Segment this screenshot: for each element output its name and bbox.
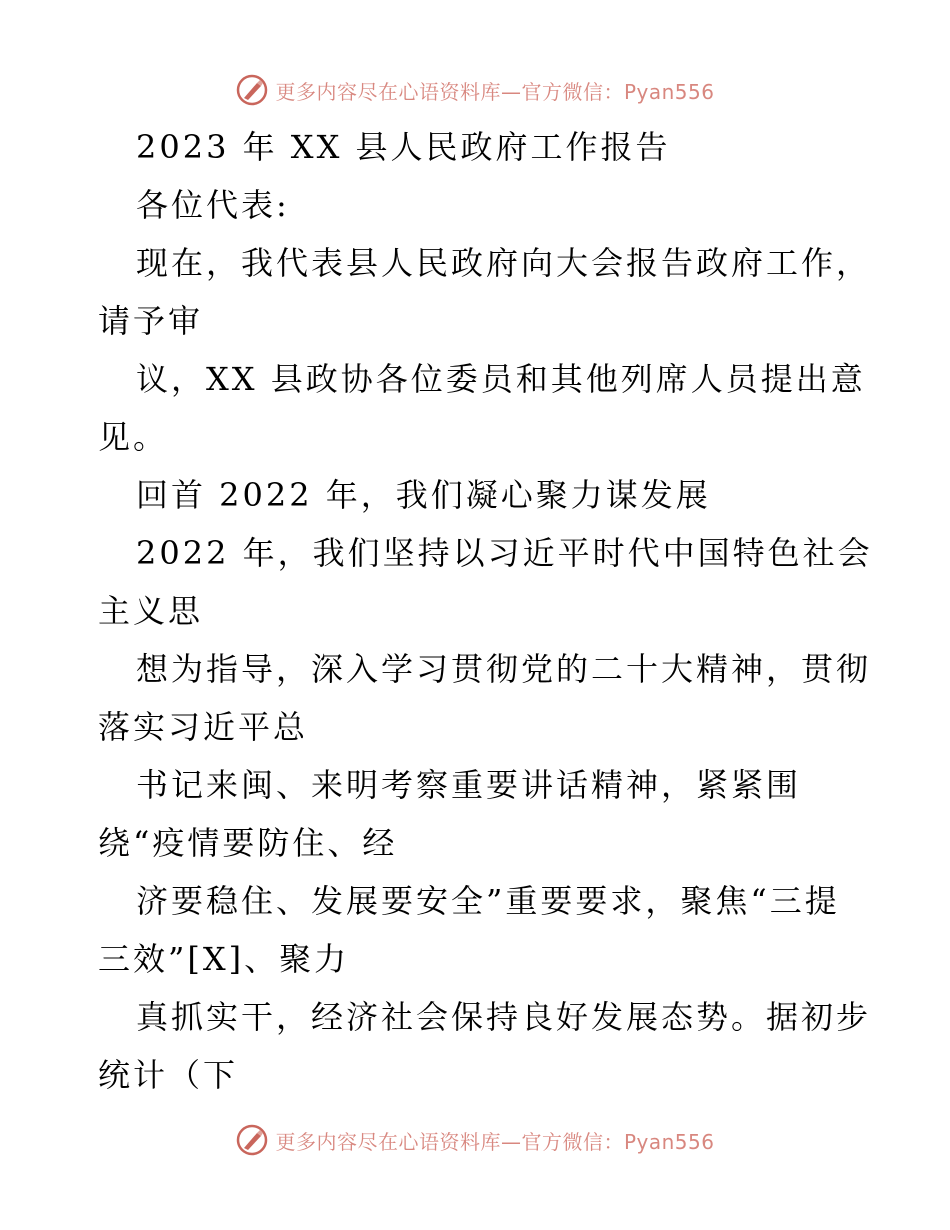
doc-line: 各位代表: — [136, 186, 290, 224]
doc-line: 统计（下 — [98, 1056, 239, 1094]
watermark-text: 更多内容尽在心语资料库—官方微信：Pyan556 — [275, 79, 715, 104]
doc-line: 落实习近平总 — [98, 708, 309, 746]
doc-line: 议，XX 县政协各位委员和其他列席人员提出意 — [136, 360, 866, 398]
doc-line: 2022 年，我们坚持以习近平时代中国特色社会 — [136, 534, 873, 572]
pen-logo-icon — [235, 1123, 269, 1157]
doc-line: 想为指导，深入学习贯彻党的二十大精神，贯彻 — [136, 650, 872, 688]
footer-watermark — [0, 1120, 950, 1160]
doc-line: 绕“疫情要防住、经 — [98, 824, 398, 862]
doc-line: 见。 — [98, 418, 169, 456]
doc-line: 主义思 — [98, 592, 204, 630]
document-body — [98, 118, 878, 1104]
pen-logo-icon — [235, 73, 269, 107]
doc-line: 回首 2022 年，我们凝心聚力谋发展 — [136, 476, 711, 514]
doc-line: 济要稳住、发展要安全”重要要求，聚焦“三提 — [136, 882, 840, 920]
doc-line: 请予审 — [98, 302, 204, 340]
doc-line: 书记来闽、来明考察重要讲话精神，紧紧围 — [136, 766, 802, 804]
doc-line: 真抓实干，经济社会保持良好发展态势。据初步 — [136, 998, 872, 1036]
doc-line: 三效”[X]、聚力 — [98, 940, 350, 978]
watermark-text: 更多内容尽在心语资料库—官方微信：Pyan556 — [275, 1129, 715, 1154]
doc-line: 现在，我代表县人民政府向大会报告政府工作， — [136, 244, 872, 282]
header-watermark — [0, 70, 950, 110]
doc-line: 2023 年 XX 县人民政府工作报告 — [136, 128, 671, 166]
